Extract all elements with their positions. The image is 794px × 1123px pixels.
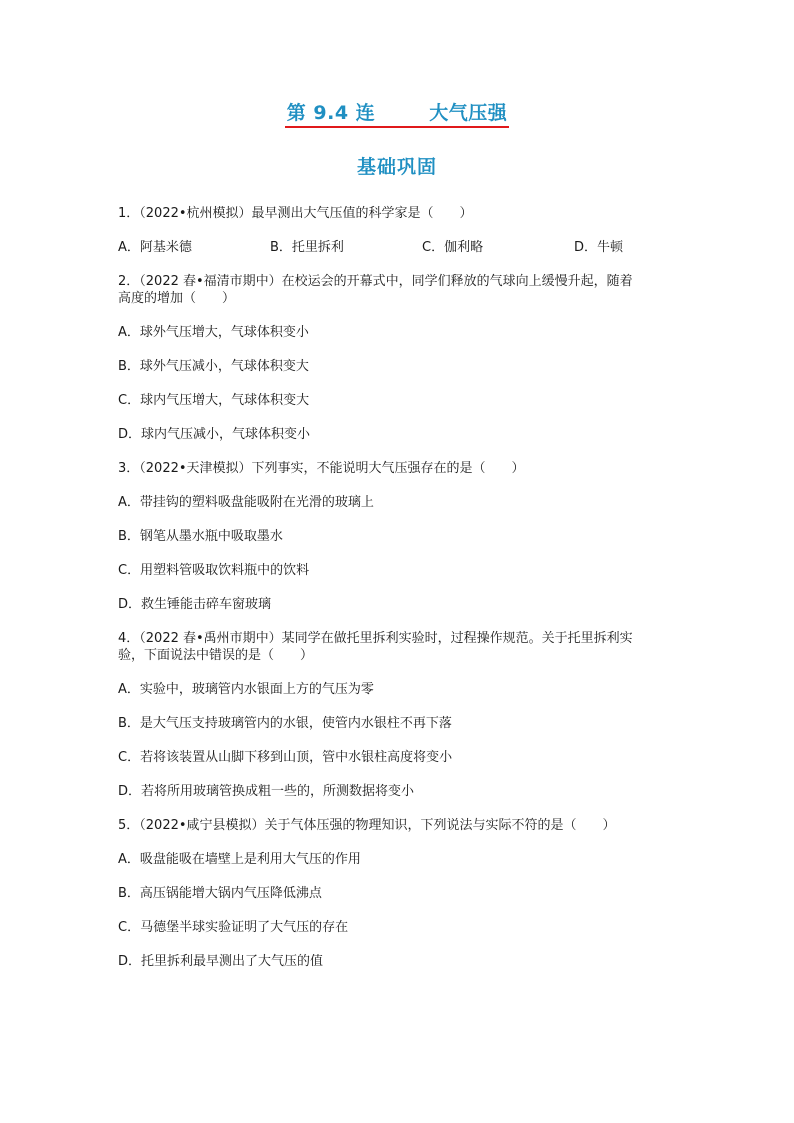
option-b: B．球外气压减小，气球体积变大 — [118, 359, 309, 374]
option-b: B．钢笔从墨水瓶中吸取墨水 — [118, 529, 283, 544]
question-stem-line-1: 2．（2022 春•福清市期中）在校运会的开幕式中，同学们释放的气球向上缓慢升起，随着 — [118, 274, 633, 289]
option-d: D．若将所用玻璃管换成粗一些的，所测数据将变小 — [118, 784, 415, 799]
question-1 — [118, 205, 678, 256]
option-c: C．用塑料管吸取饮料瓶中的饮料 — [118, 563, 310, 578]
option-a: A．带挂钩的塑料吸盘能吸附在光滑的玻璃上 — [118, 495, 374, 510]
option-d: D．球内气压减小，气球体积变小 — [118, 427, 311, 442]
option-c: C．球内气压增大，气球体积变大 — [118, 393, 310, 408]
option-c: C．伽利略 — [422, 240, 484, 255]
option-d: D．牛顿 — [574, 240, 624, 255]
option-a: A．阿基米德 — [118, 240, 192, 255]
option-a: A．实验中，玻璃管内水银面上方的气压为零 — [118, 682, 374, 697]
option-d: D．托里拆利最早测出了大气压的值 — [118, 954, 324, 969]
question-stem-line-2: 验，下面说法中错误的是（ ） — [118, 648, 314, 663]
question-options — [118, 239, 678, 256]
question-stem: 5．（2022•咸宁县模拟）关于气体压强的物理知识，下列说法与实际不符的是（ ） — [118, 818, 616, 833]
page-title — [285, 98, 509, 128]
question-list — [118, 205, 678, 987]
option-c: C．若将该装置从山脚下移到山顶，管中水银柱高度将变小 — [118, 750, 453, 765]
option-d: D．救生锤能击碎车窗玻璃 — [118, 597, 272, 612]
option-b: B．是大气压支持玻璃管内的水银，使管内水银柱不再下落 — [118, 716, 452, 731]
question-2 — [118, 273, 678, 443]
question-stem: 1．（2022•杭州模拟）最早测出大气压值的科学家是（ ） — [118, 206, 473, 221]
option-b: B．高压锅能增大锅内气压降低沸点 — [118, 886, 322, 901]
option-a: A．吸盘能吸在墙壁上是利用大气压的作用 — [118, 852, 361, 867]
question-3 — [118, 460, 678, 613]
title-topic: 大气压强 — [429, 102, 508, 124]
title-underline — [285, 126, 509, 128]
question-stem: 3．（2022•天津模拟）下列事实，不能说明大气压强存在的是（ ） — [118, 461, 525, 476]
option-c: C．马德堡半球实验证明了大气压的存在 — [118, 920, 349, 935]
option-a: A．球外气压增大，气球体积变小 — [118, 325, 309, 340]
question-5 — [118, 817, 678, 970]
option-b: B．托里拆利 — [270, 240, 344, 255]
question-stem-line-2: 高度的增加（ ） — [118, 291, 236, 306]
question-4 — [118, 630, 678, 800]
title-wrapper — [0, 98, 794, 128]
question-stem-line-1: 4．（2022 春•禹州市期中）某同学在做托里拆利实验时，过程操作规范。关于托里拆利实 — [118, 631, 633, 646]
title-lesson-number: 第 9.4 连 — [286, 102, 376, 124]
section-subtitle: 基础巩固 — [356, 156, 437, 178]
